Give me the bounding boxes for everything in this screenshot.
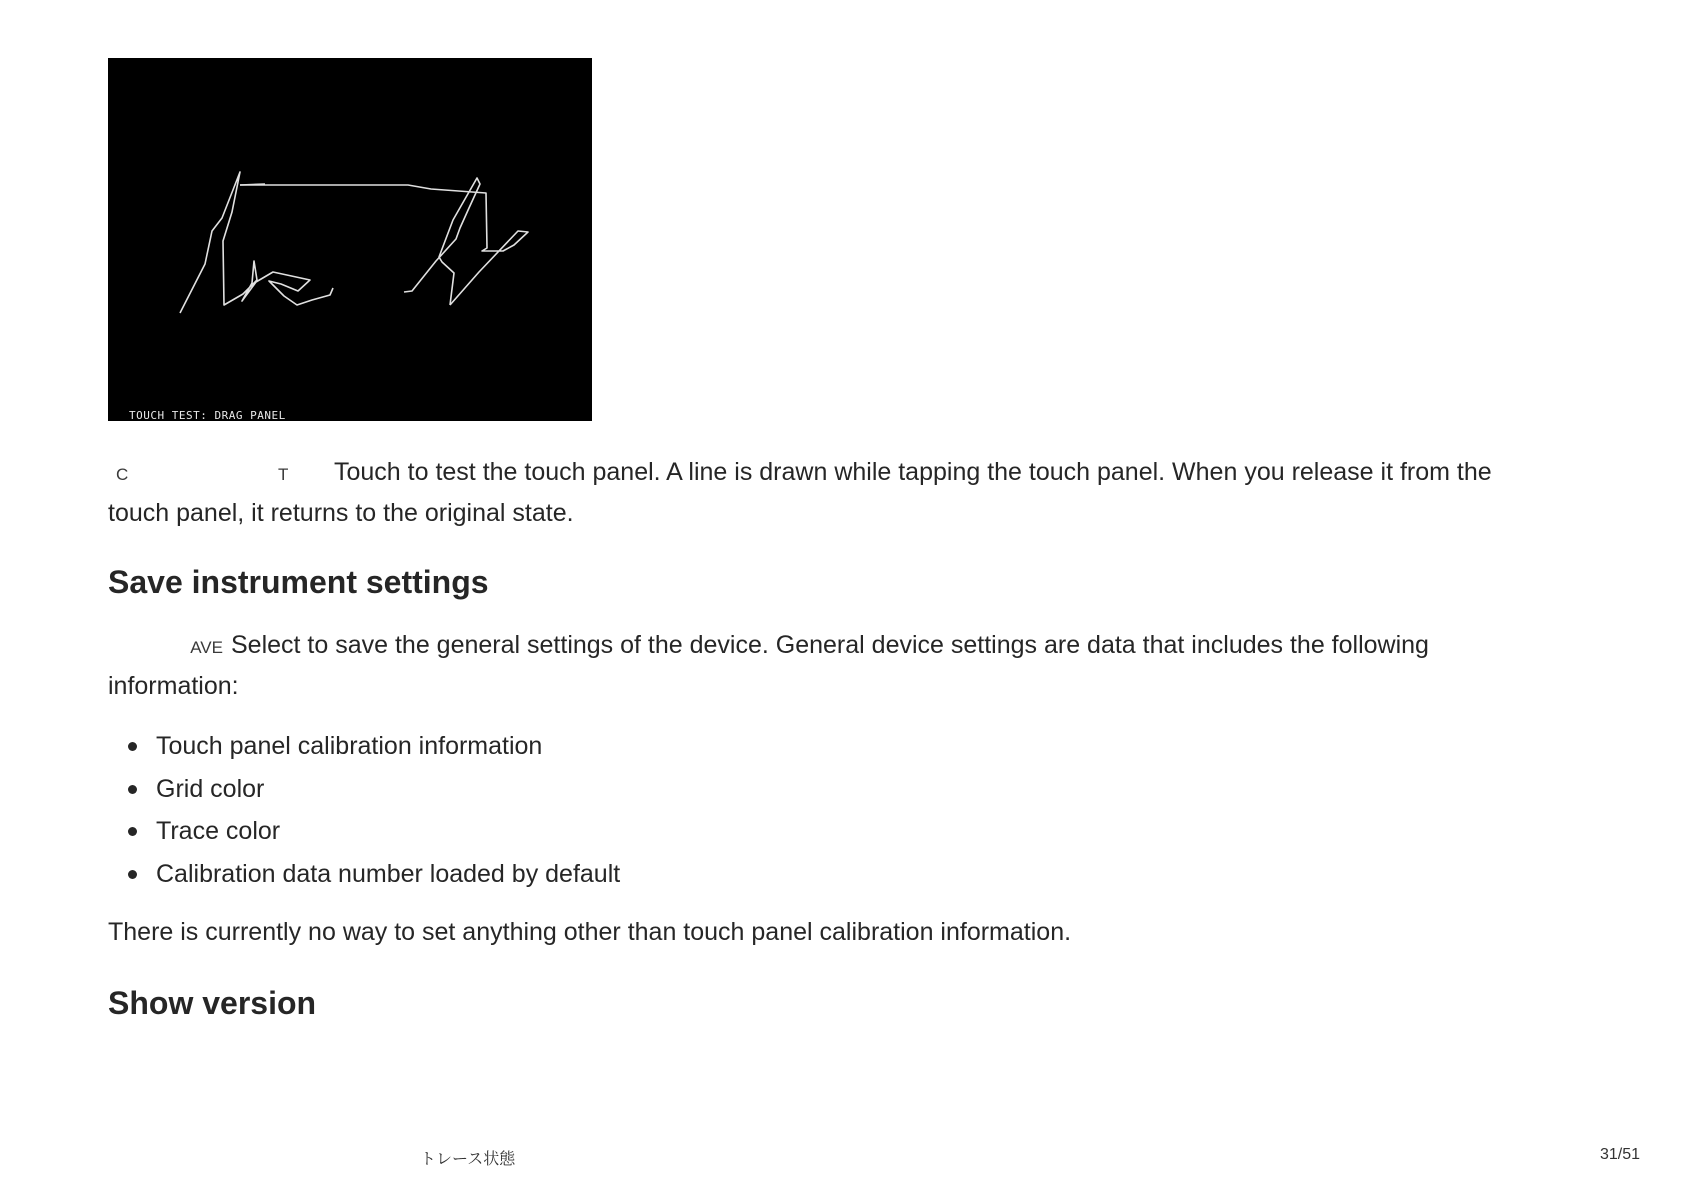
bullet-icon bbox=[128, 742, 137, 751]
bullet-icon bbox=[128, 870, 137, 879]
touch-test-screenshot bbox=[108, 58, 592, 421]
save-text-line-2: information: bbox=[108, 672, 239, 700]
intro-label-t: T bbox=[278, 465, 289, 484]
list-item-text: Trace color bbox=[156, 817, 281, 845]
save-settings-heading: Save instrument settings bbox=[108, 564, 489, 600]
save-label-ave: AVE bbox=[190, 638, 223, 657]
intro-label-c: C bbox=[116, 465, 129, 484]
bullet-icon bbox=[128, 785, 137, 794]
show-version-heading: Show version bbox=[108, 985, 317, 1021]
intro-text-line-1: Touch to test the touch panel. A line is drawn while tapping the touch panel. When you release it from the bbox=[334, 458, 1492, 486]
list-item bbox=[108, 810, 620, 853]
touch-test-screen bbox=[108, 58, 592, 421]
list-item bbox=[108, 853, 620, 896]
footer-section-title: トレース状態 bbox=[420, 1151, 516, 1168]
save-settings-note: There is currently no way to set anything other than touch panel calibration information. bbox=[108, 918, 1072, 946]
list-item-text: Grid color bbox=[156, 774, 265, 803]
screen-caption: TOUCH TEST: DRAG PANEL bbox=[129, 409, 286, 421]
save-settings-paragraph bbox=[108, 626, 1558, 706]
intro-paragraph bbox=[108, 453, 1558, 533]
list-item bbox=[108, 725, 620, 768]
list-item bbox=[108, 768, 620, 811]
page-number: 31/51 bbox=[1599, 1146, 1640, 1163]
save-text-line-1: Select to save the general settings of the device. General device settings are data that includes the following bbox=[231, 631, 1429, 659]
bullet-icon bbox=[128, 827, 137, 836]
settings-info-list bbox=[108, 725, 620, 895]
list-item-text: Touch panel calibration information bbox=[156, 732, 543, 760]
list-item-text: Calibration data number loaded by default bbox=[156, 859, 621, 888]
intro-text-line-2: touch panel, it returns to the original state. bbox=[108, 499, 574, 527]
